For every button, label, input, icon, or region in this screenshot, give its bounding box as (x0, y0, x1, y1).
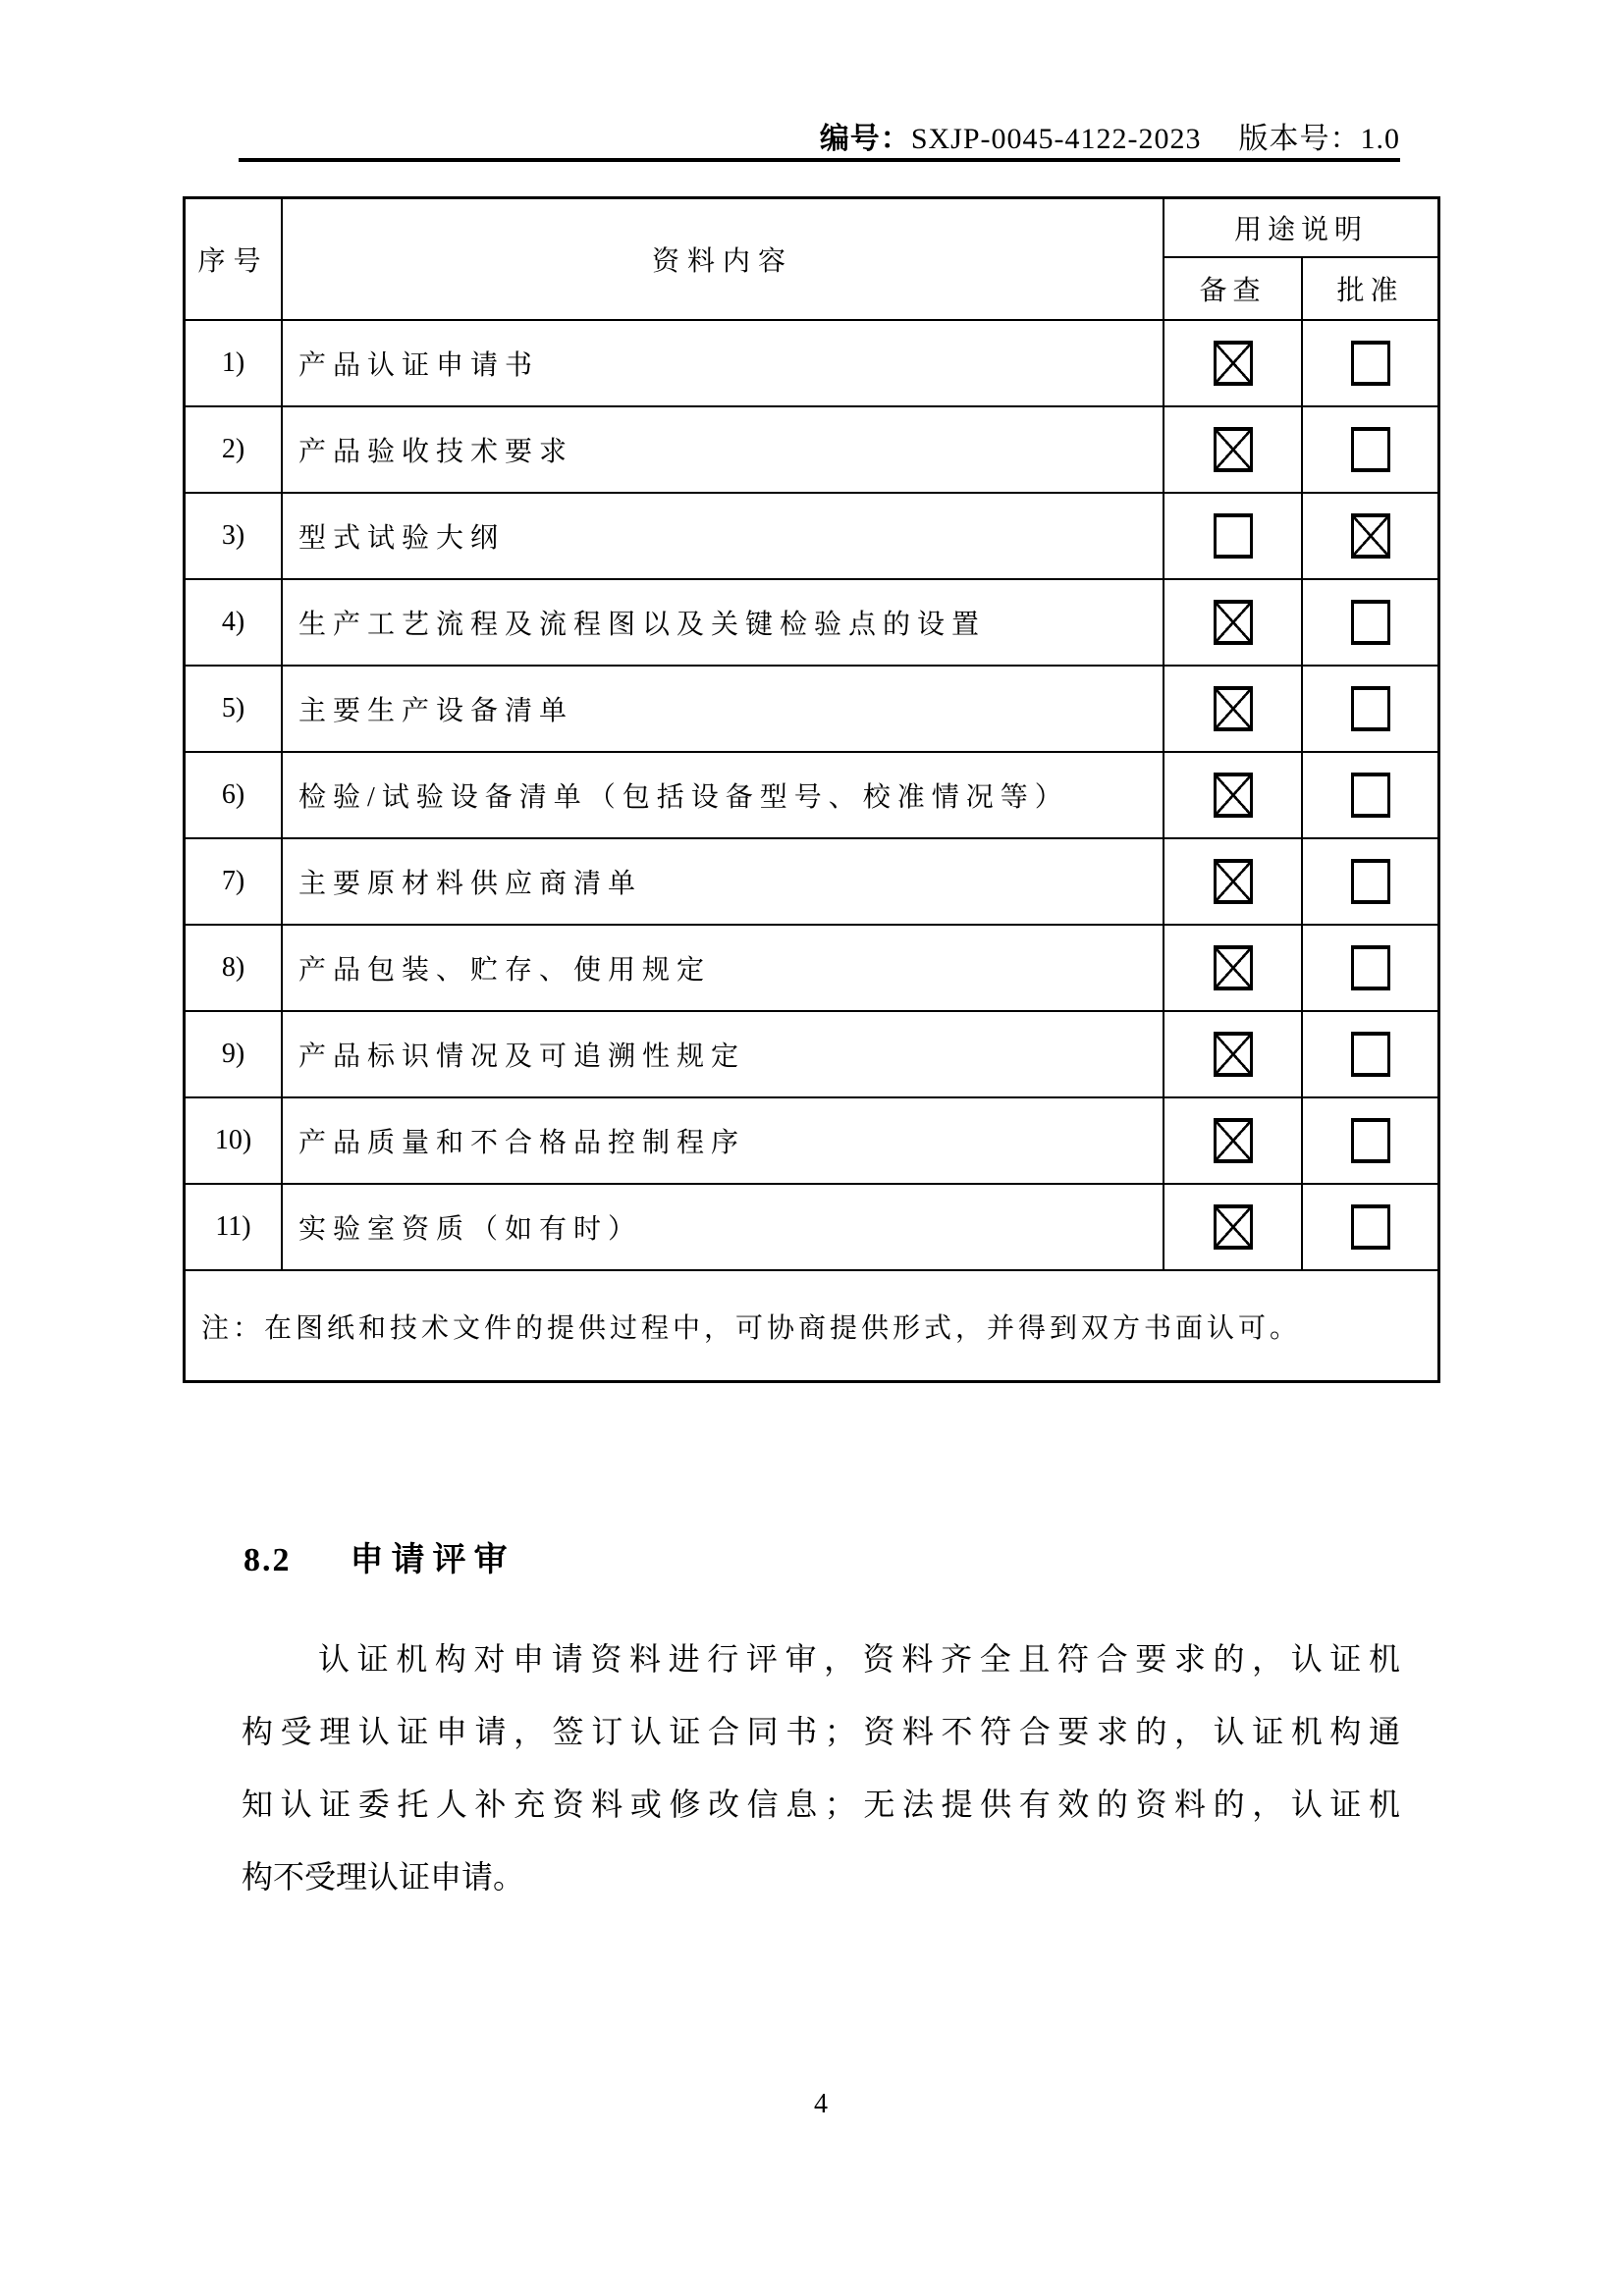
row-number: 9) (186, 1012, 283, 1096)
header-usage-sub (1164, 258, 1437, 319)
row-number: 4) (186, 580, 283, 665)
row-content: 主要生产设备清单 (283, 667, 1164, 751)
row-number: 6) (186, 753, 283, 837)
approve-cell (1303, 580, 1437, 665)
check-checkbox (1214, 859, 1253, 904)
approve-cell (1303, 667, 1437, 751)
doc-version: 1.0 (1360, 123, 1400, 155)
section-heading (244, 1539, 515, 1582)
approve-checkbox (1351, 945, 1390, 990)
row-content: 产品质量和不合格品控制程序 (283, 1098, 1164, 1183)
row-number: 8) (186, 926, 283, 1010)
approve-cell (1303, 753, 1437, 837)
table-header-row (186, 199, 1437, 319)
table-note-row (186, 1269, 1437, 1380)
header-index: 序号 (186, 199, 283, 319)
approve-cell (1303, 926, 1437, 1010)
approve-checkbox (1351, 513, 1390, 559)
approve-checkbox (1351, 1032, 1390, 1077)
row-number: 1) (186, 321, 283, 405)
table-row (186, 1010, 1437, 1096)
table-row (186, 751, 1437, 837)
page-number: 4 (814, 2089, 828, 2119)
check-checkbox (1214, 513, 1253, 559)
table-row (186, 1183, 1437, 1269)
check-checkbox (1214, 773, 1253, 818)
table-row (186, 405, 1437, 492)
header-content: 资料内容 (283, 199, 1164, 319)
check-cell (1164, 407, 1303, 492)
check-cell (1164, 494, 1303, 578)
check-cell (1164, 580, 1303, 665)
check-checkbox (1214, 1204, 1253, 1250)
check-cell (1164, 926, 1303, 1010)
header-rule (239, 158, 1400, 162)
approve-cell (1303, 1012, 1437, 1096)
row-content: 检验/试验设备清单（包括设备型号、校准情况等） (283, 753, 1164, 837)
check-cell (1164, 1098, 1303, 1183)
paragraph-line: 认证机构对申请资料进行评审，资料齐全且符合要求的，认证机 (318, 1641, 1400, 1677)
paragraph-line: 构受理认证申请，签订认证合同书；资料不符合要求的，认证机构通 (242, 1714, 1400, 1749)
paragraph-line: 知认证委托人补充资料或修改信息；无法提供有效的资料的，认证机 (242, 1787, 1400, 1822)
check-checkbox (1214, 341, 1253, 386)
approve-cell (1303, 1185, 1437, 1269)
check-checkbox (1214, 427, 1253, 472)
row-number: 10) (186, 1098, 283, 1183)
approve-checkbox (1351, 1118, 1390, 1163)
approve-cell (1303, 494, 1437, 578)
table-row (186, 492, 1437, 578)
header-check: 备查 (1164, 258, 1303, 319)
table-row (186, 924, 1437, 1010)
table-row (186, 1096, 1437, 1183)
row-content: 产品包装、贮存、使用规定 (283, 926, 1164, 1010)
row-number: 5) (186, 667, 283, 751)
check-checkbox (1214, 600, 1253, 645)
doc-version-label: 版本号： (1238, 123, 1361, 155)
approve-checkbox (1351, 1204, 1390, 1250)
approve-checkbox (1351, 600, 1390, 645)
paragraph-line: 构不受理认证申请。 (242, 1859, 525, 1895)
check-cell (1164, 753, 1303, 837)
check-checkbox (1214, 686, 1253, 731)
row-content: 产品验收技术要求 (283, 407, 1164, 492)
approve-cell (1303, 839, 1437, 924)
approve-checkbox (1351, 859, 1390, 904)
approve-checkbox (1351, 773, 1390, 818)
check-cell (1164, 1185, 1303, 1269)
row-content: 产品标识情况及可追溯性规定 (283, 1012, 1164, 1096)
check-cell (1164, 839, 1303, 924)
row-number: 3) (186, 494, 283, 578)
section-title: 申请评审 (350, 1542, 515, 1578)
row-content: 生产工艺流程及流程图以及关键检验点的设置 (283, 580, 1164, 665)
approve-cell (1303, 407, 1437, 492)
section-paragraph (242, 1623, 1400, 1913)
approve-checkbox (1351, 686, 1390, 731)
approve-checkbox (1351, 341, 1390, 386)
row-content: 实验室资质（如有时） (283, 1185, 1164, 1269)
check-cell (1164, 1012, 1303, 1096)
header-usage: 用途说明 (1164, 199, 1437, 258)
check-cell (1164, 667, 1303, 751)
row-number: 11) (186, 1185, 283, 1269)
table-note-text: 注：在图纸和技术文件的提供过程中，可协商提供形式，并得到双方书面认可。 (201, 1312, 1302, 1344)
row-number: 2) (186, 407, 283, 492)
check-cell (1164, 321, 1303, 405)
document-number-header (820, 114, 1400, 157)
materials-table (183, 196, 1440, 1383)
table-row (186, 319, 1437, 405)
approve-cell (1303, 1098, 1437, 1183)
approve-checkbox (1351, 427, 1390, 472)
approve-cell (1303, 321, 1437, 405)
header-usage-group (1164, 199, 1437, 319)
check-checkbox (1214, 1032, 1253, 1077)
check-checkbox (1214, 945, 1253, 990)
table-row (186, 665, 1437, 751)
row-content: 型式试验大纲 (283, 494, 1164, 578)
row-content: 主要原材料供应商清单 (283, 839, 1164, 924)
doc-code-label: 编号： (819, 123, 911, 155)
row-number: 7) (186, 839, 283, 924)
doc-code: SXJP-0045-4122-2023 (910, 123, 1202, 155)
header-approve: 批准 (1336, 276, 1404, 306)
table-row (186, 837, 1437, 924)
table-body (186, 319, 1437, 1269)
section-number: 8.2 (244, 1542, 292, 1578)
row-content: 产品认证申请书 (283, 321, 1164, 405)
table-row (186, 578, 1437, 665)
check-checkbox (1214, 1118, 1253, 1163)
